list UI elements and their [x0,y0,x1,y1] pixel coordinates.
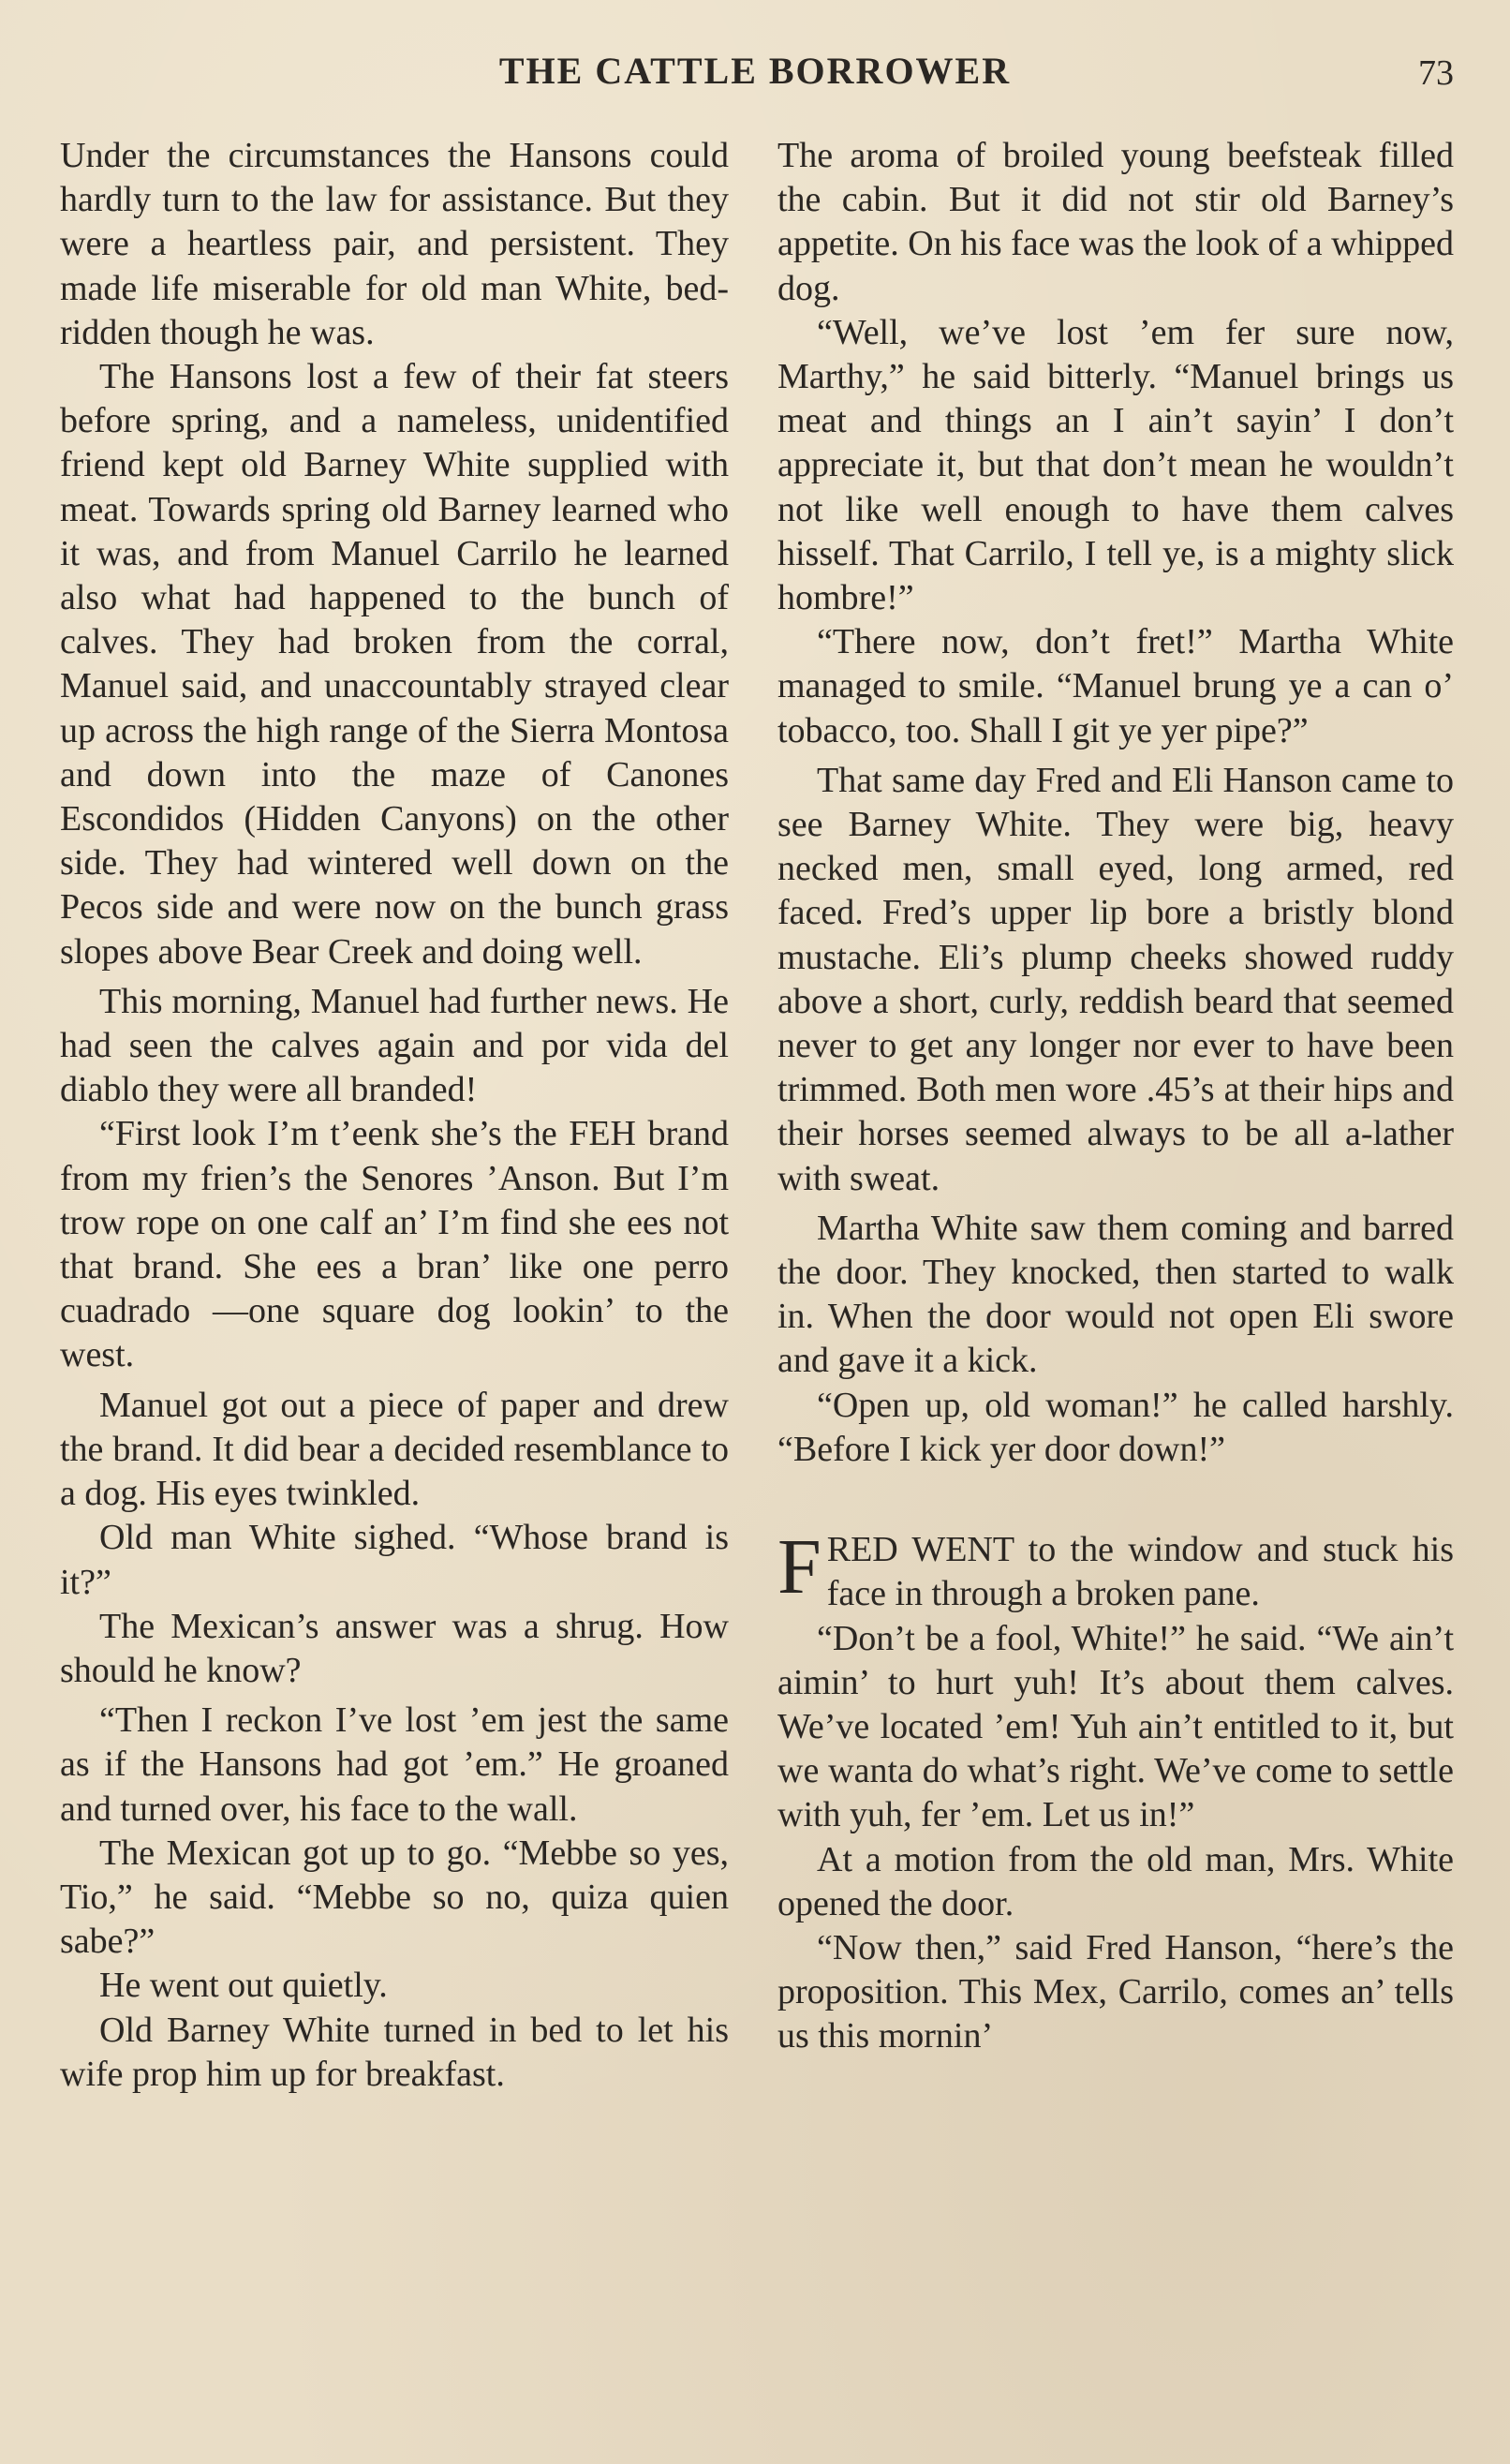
right-column [777,134,1454,2059]
paragraph: He went out quietly. [99,1966,388,2006]
paragraph: The aroma of broiled young beefsteak filled the cabin. But it did not stir old Barney’s appetite. On his face was the look of a whipped dog. [777,136,1454,308]
paragraph: “Open up, old woman!” he called harshly. “Before I kick yer door down!” [777,1385,1454,1469]
paragraph: This morning, Manuel had further news. He had seen the calves again and por vida del diablo they were all branded! [60,981,729,1110]
paragraph: “First look I’m t’eenk she’s the FEH brand from my frien’s the Senores ’Anson. But I’m trow rope on one calf an’ I’m find she ees not that brand. She ees a bran’ like one perro cuadrado —one square dog lookin’ to the west. [60,1114,729,1375]
paragraph: “Well, we’ve lost ’em fer sure now, Marthy,” he said bitterly. “Manuel brings us meat and things an I ain’t sayin’ I don’t appreciate it, but that don’t mean he wouldn’t not like well enough to have them calves hisself. That Carrilo, I tell ye, is a mighty slick hombre!” [777,312,1454,618]
section-break [777,1472,1454,1528]
left-column [60,134,729,2097]
paragraph: The Mexican’s answer was a shrug. How should he know? [60,1606,729,1690]
paragraph: “Now then,” said Fred Hanson, “here’s the proposition. This Mex, Carrilo, comes an’ tells us this mornin’ [777,1927,1454,2056]
paragraph: Martha White saw them coming and barred the door. They knocked, then started to walk in. When the door would not open Eli swore and gave it a kick. [777,1208,1454,1381]
paragraph: At a motion from the old man, Mrs. White opened the door. [777,1839,1454,1923]
opening-text: RED WENT to the window and stuck his face in through a broken pane. [826,1530,1454,1614]
paragraph: The Mexican got up to go. “Mebbe so yes, Tio,” he said. “Mebbe so no, quiza quien sabe?” [60,1833,729,1962]
paragraph: Under the circumstances the Hansons could hardly turn to the law for assistance. But they were a heartless pair, and persistent. They made life miserable for old man White, bed-ridden though he was. [60,136,729,352]
paragraph: Old Barney White turned in bed to let his wife prop him up for breakfast. [60,2010,729,2094]
paragraph: Manuel got out a piece of paper and drew the brand. It did bear a decided resemblance to a dog. His eyes twinkled. [60,1385,729,1514]
paragraph: Old man White sighed. “Whose brand is it?” [60,1518,729,1602]
drop-cap: F [777,1523,822,1611]
paragraph: “Then I reckon I’ve lost ’em jest the same as if the Hansons had got ’em.” He groaned and turned over, his face to the wall. [60,1700,729,1829]
running-title: THE CATTLE BORROWER [498,50,1012,92]
running-head [0,45,1510,101]
page-number: 73 [1418,53,1454,93]
paragraph: The Hansons lost a few of their fat steers before spring, and a nameless, unidentified friend kept old Barney White supplied with meat. Towards spring old Barney learned who it was, and from Manuel Carrilo he learned also what had happened to the bunch of calves. They had broken from the corral, Manuel said, and unaccountably strayed clear up across the high range of the Sierra Montosa and down into the maze of Canones Escondidos (Hidden Canyons) on the other side. They had wintered well down on the Pecos side and were now on the bunch grass slopes above Bear Creek and doing well. [60,357,729,972]
section-opening-paragraph [777,1523,1454,1616]
paragraph: That same day Fred and Eli Hanson came to see Barney White. They were big, heavy necked men, small eyed, long armed, red faced. Fred’s upper lip bore a bristly blond mustache. Eli’s plump cheeks showed ruddy above a short, curly, reddish beard that seemed never to get any longer nor ever to have been trimmed. Both men wore .45’s at their hips and their horses seemed always to be all a-lather with sweat. [777,760,1454,1198]
paragraph: “Don’t be a fool, White!” he said. “We ain’t aimin’ to hurt yuh! It’s about them calves. We’ve located ’em! Yuh ain’t entitled to it, but we wanta do what’s right. We’ve come to settle with yuh, fer ’em. Let us in!” [777,1618,1454,1835]
paragraph: “There now, don’t fret!” Martha White managed to smile. “Manuel brung ye a can o’ tobacco, too. Shall I git ye yer pipe?” [777,622,1454,750]
